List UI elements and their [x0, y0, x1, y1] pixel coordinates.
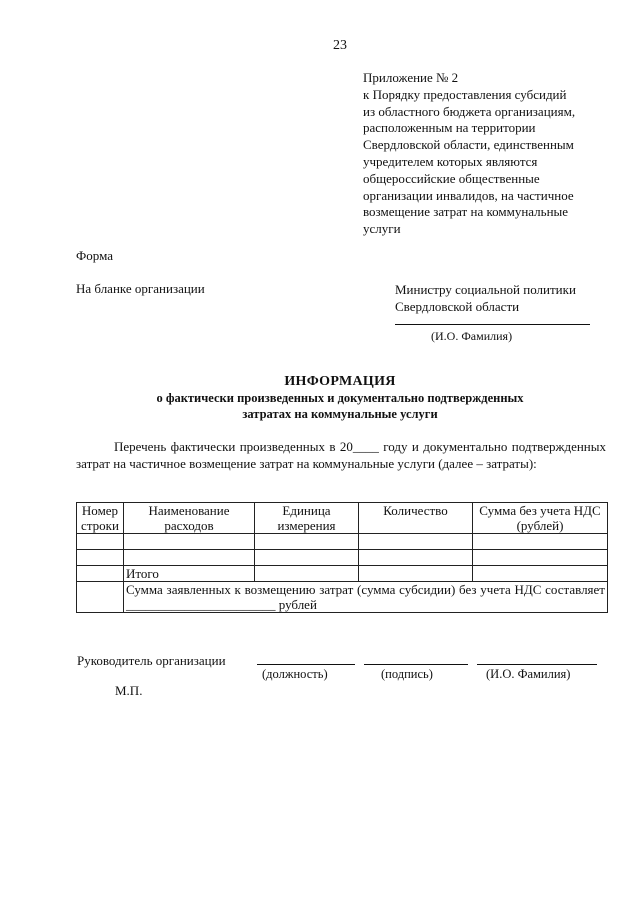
table-cell: [473, 566, 608, 582]
table-cell: [124, 534, 255, 550]
header-quantity: Количество: [359, 503, 473, 534]
header-row-number: Номер строки: [77, 503, 124, 534]
appendix-line: общероссийские общественные: [363, 170, 540, 186]
table-row: [77, 550, 608, 566]
total-label: Итого: [124, 566, 255, 582]
table-cell: [359, 566, 473, 582]
signature-caption: (подпись): [381, 667, 433, 681]
table-cell: [77, 582, 124, 613]
table-cell: [255, 550, 359, 566]
table-row: [77, 534, 608, 550]
appendix-line: возмещение затрат на коммунальные: [363, 204, 569, 220]
appendix-line: из областного бюджета организациям,: [363, 103, 576, 119]
appendix-line: учредителем которых являются: [363, 153, 538, 169]
form-label: Форма: [76, 248, 113, 263]
page-number: 23: [333, 38, 347, 53]
document-subtitle-1: о фактически произведенных и документально подтвержденных: [156, 391, 524, 405]
header-expense-name: Наименование расходов: [124, 503, 255, 534]
table-header-row: [77, 503, 608, 534]
table-cell: [359, 550, 473, 566]
intro-paragraph: [76, 438, 606, 472]
addressee-name-line: [395, 324, 590, 325]
name-line: [477, 664, 597, 665]
table-total-row: [77, 566, 608, 582]
table-cell: [473, 534, 608, 550]
header-sum: Сумма без учета НДС (рублей): [473, 503, 608, 534]
appendix-line: Приложение № 2: [363, 70, 459, 85]
table-subsidy-row: [77, 582, 608, 613]
addressee-line-2: Свердловской области: [395, 299, 520, 314]
seal-label: М.П.: [115, 683, 143, 698]
position-line: [257, 664, 355, 665]
header-unit: Единица измерения: [255, 503, 359, 534]
signature-line: [364, 664, 468, 665]
document-title: ИНФОРМАЦИЯ: [284, 374, 396, 389]
table-cell: [77, 566, 124, 582]
head-of-organization-label: Руководитель организации: [77, 653, 226, 668]
appendix-block: [363, 70, 613, 238]
letterhead-label: На бланке организации: [76, 281, 205, 296]
table-cell: [255, 534, 359, 550]
table-cell: [77, 550, 124, 566]
appendix-line: Свердловской области, единственным: [363, 137, 574, 153]
appendix-line: к Порядку предоставления субсидий: [363, 86, 567, 102]
appendix-line: расположенным на территории: [363, 120, 536, 136]
addressee-line-1: Министру социальной политики: [395, 282, 576, 297]
costs-table: [76, 502, 608, 613]
table-cell: [124, 550, 255, 566]
name-caption: (И.О. Фамилия): [486, 667, 571, 681]
table-cell: [77, 534, 124, 550]
table-cell: [255, 566, 359, 582]
appendix-line: услуги: [363, 221, 401, 237]
intro-text: Перечень фактически произведенных в 20____ году и документально подтвержденных затрат на частичное возмещение затрат на коммунальные услуги (далее – затраты):: [76, 439, 606, 471]
addressee-name-caption: (И.О. Фамилия): [431, 329, 513, 343]
document-subtitle-2: затратах на коммунальные услуги: [242, 407, 438, 421]
addressee-block: [395, 281, 576, 315]
appendix-line: организации инвалидов, на частичное: [363, 187, 574, 203]
table-cell: [473, 550, 608, 566]
subsidy-text: Сумма заявленных к возмещению затрат (сумма субсидии) без учета НДС составляет _______________________ рублей: [124, 582, 608, 613]
table-cell: [359, 534, 473, 550]
position-caption: (должность): [262, 667, 328, 681]
